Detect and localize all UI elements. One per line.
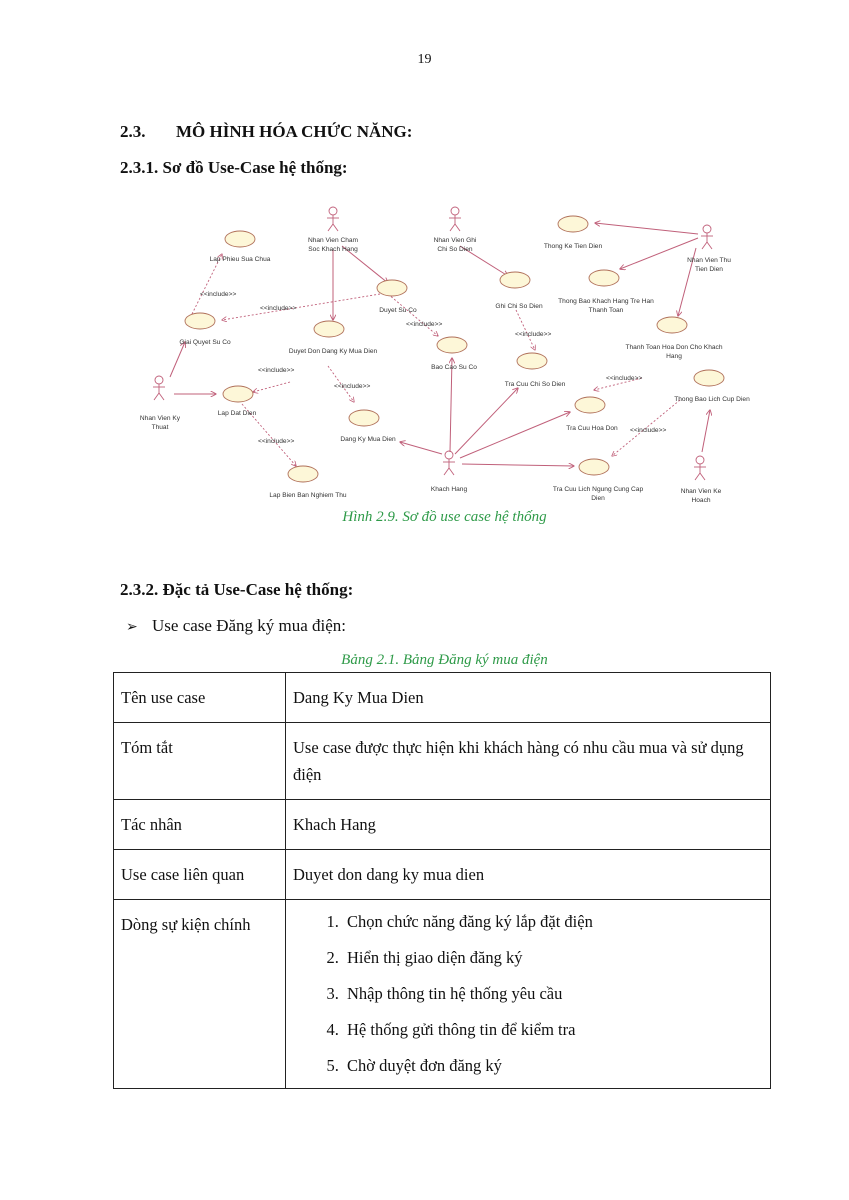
include-label: <<include>> (515, 331, 552, 338)
use-case-label: Hang (666, 353, 682, 360)
assoc-line (450, 358, 452, 452)
bullet-item (126, 616, 346, 636)
use-case-ellipse (223, 386, 253, 402)
include-label: <<include>> (260, 305, 297, 312)
use-case-ellipse (657, 317, 687, 333)
use-case-ellipse (377, 280, 407, 296)
assoc-line (460, 412, 570, 458)
use-case-spec-table (113, 672, 771, 1089)
list-item: 3. Nhập thông tin hệ thống yêu cầu (343, 976, 763, 1012)
row-label: Tên use case (114, 673, 286, 723)
bullet-text: Use case Đăng ký mua điện: (152, 616, 347, 635)
section-title: MÔ HÌNH HÓA CHỨC NĂNG: (176, 122, 413, 141)
use-case-ellipse (314, 321, 344, 337)
page-number: 19 (417, 52, 432, 67)
include-line (516, 310, 535, 350)
use-case-label: Lap Bien Ban Nghiem Thu (269, 492, 347, 499)
actor-label: Khach Hang (430, 486, 468, 493)
actor-figure (327, 207, 339, 231)
use-case-ellipse (185, 313, 215, 329)
flow-steps-list (293, 904, 763, 1084)
assoc-line (455, 388, 518, 454)
use-case-label: Duyet Su Co (379, 307, 417, 314)
use-case-label: Dien (591, 495, 605, 502)
actor-label: Chi So Dien (437, 246, 473, 253)
use-case-label: Bao Cao Su Co (431, 364, 477, 371)
actor-label: Nhan Vien Ghi (433, 237, 477, 244)
row-label: Use case liên quan (114, 850, 286, 900)
use-case-label: Tra Cuu Chi So Dien (504, 381, 566, 388)
use-case-label: Giai Quyet Su Co (179, 339, 231, 346)
row-label: Tác nhân (114, 800, 286, 850)
use-case-ellipse (349, 410, 379, 426)
subsection-heading-diagram: 2.3.1. Sơ đồ Use-Case hệ thống: (120, 158, 348, 177)
row-value: Khach Hang (286, 800, 771, 850)
figure-caption: Hình 2.9. Sơ đồ use case hệ thống (342, 509, 547, 525)
list-item: 4. Hệ thống gửi thông tin để kiểm tra (343, 1012, 763, 1048)
use-case-ellipse (437, 337, 467, 353)
actor-label: Thuat (151, 424, 169, 431)
use-case-ellipse (694, 370, 724, 386)
use-case-label: Ghi Chi So Dien (495, 303, 543, 310)
table-row (114, 800, 771, 850)
include-label: <<include>> (258, 438, 295, 445)
use-case-label: Thong Bao Lich Cup Dien (674, 396, 750, 403)
assoc-line (170, 342, 185, 377)
list-item: 1. Chọn chức năng đăng ký lắp đặt điện (343, 904, 763, 940)
section-number: 2.3. (120, 122, 146, 141)
include-line (192, 254, 222, 314)
actor-figure (153, 376, 165, 400)
use-case-ellipse (225, 231, 255, 247)
actor-label: Hoach (691, 497, 711, 504)
use-case-label: Thong Ke Tien Dien (543, 243, 603, 250)
actor-figure (694, 456, 706, 480)
assoc-line (620, 238, 698, 269)
row-label: Dòng sự kiện chính (114, 900, 286, 1089)
actor-label: Nhan Vien Thu (687, 257, 731, 264)
actor-figure (701, 225, 713, 249)
include-line (222, 294, 380, 320)
use-case-ellipse (575, 397, 605, 413)
use-case-label: Thanh Toan (588, 307, 624, 314)
assoc-line (702, 410, 710, 452)
actor-label: Nhan Vien Ky (139, 415, 181, 422)
table-row (114, 850, 771, 900)
table-row (114, 673, 771, 723)
arrow-bullet-icon: ➢ (126, 620, 138, 635)
use-case-label: Duyet Don Dang Ky Mua Dien (288, 348, 378, 355)
use-case-diagram (130, 190, 770, 508)
include-label: <<include>> (630, 427, 667, 434)
use-case-label: Dang Ky Mua Dien (340, 436, 396, 443)
use-case-ellipse (288, 466, 318, 482)
use-case-ellipse (500, 272, 530, 288)
row-value: Duyet don dang ky mua dien (286, 850, 771, 900)
actor-label: Nhan Vien Cham (307, 237, 359, 244)
use-case-ellipse (579, 459, 609, 475)
use-case-label: Tra Cuu Lich Ngung Cung Cap (552, 486, 644, 493)
row-value: Use case được thực hiện khi khách hàng có nhu cầu mua và sử dụng điện (286, 723, 771, 800)
row-label: Tóm tắt (114, 723, 286, 800)
include-label: <<include>> (258, 367, 295, 374)
list-item: 5. Chờ duyệt đơn đăng ký (343, 1048, 763, 1084)
row-value (286, 900, 771, 1089)
actor-label: Tien Dien (695, 266, 723, 273)
actor-label: Soc Khach Hang (308, 246, 358, 253)
include-label: <<include>> (334, 383, 371, 390)
actor-figure (449, 207, 461, 231)
use-case-ellipse (558, 216, 588, 232)
include-label: <<include>> (606, 375, 643, 382)
use-case-label: Thong Bao Khach Hang Tre Han (558, 298, 654, 305)
assoc-line (400, 442, 442, 454)
list-item: 2. Hiển thị giao diện đăng ký (343, 940, 763, 976)
use-case-ellipse (589, 270, 619, 286)
section-heading (120, 122, 412, 142)
use-case-label: Tra Cuu Hoa Don (566, 425, 618, 432)
use-case-label: Lap Dat Dien (217, 410, 257, 417)
subsection-heading-spec: 2.3.2. Đặc tả Use-Case hệ thống: (120, 580, 354, 599)
actor-figure (443, 451, 455, 475)
include-line (253, 382, 290, 392)
actor-label: Nhan Vien Ke (680, 488, 722, 495)
assoc-line (595, 223, 698, 234)
table-caption: Bảng 2.1. Bảng Đăng ký mua điện (341, 652, 548, 668)
use-case-ellipse (517, 353, 547, 369)
table-row (114, 900, 771, 1089)
use-case-label: Lap Phieu Sua Chua (209, 256, 271, 263)
row-value: Dang Ky Mua Dien (286, 673, 771, 723)
include-line (388, 294, 438, 336)
assoc-line (462, 464, 574, 466)
include-label: <<include>> (200, 291, 237, 298)
use-case-label: Thanh Toan Hoa Don Cho Khach (625, 344, 723, 351)
include-label: <<include>> (406, 321, 443, 328)
table-row (114, 723, 771, 800)
